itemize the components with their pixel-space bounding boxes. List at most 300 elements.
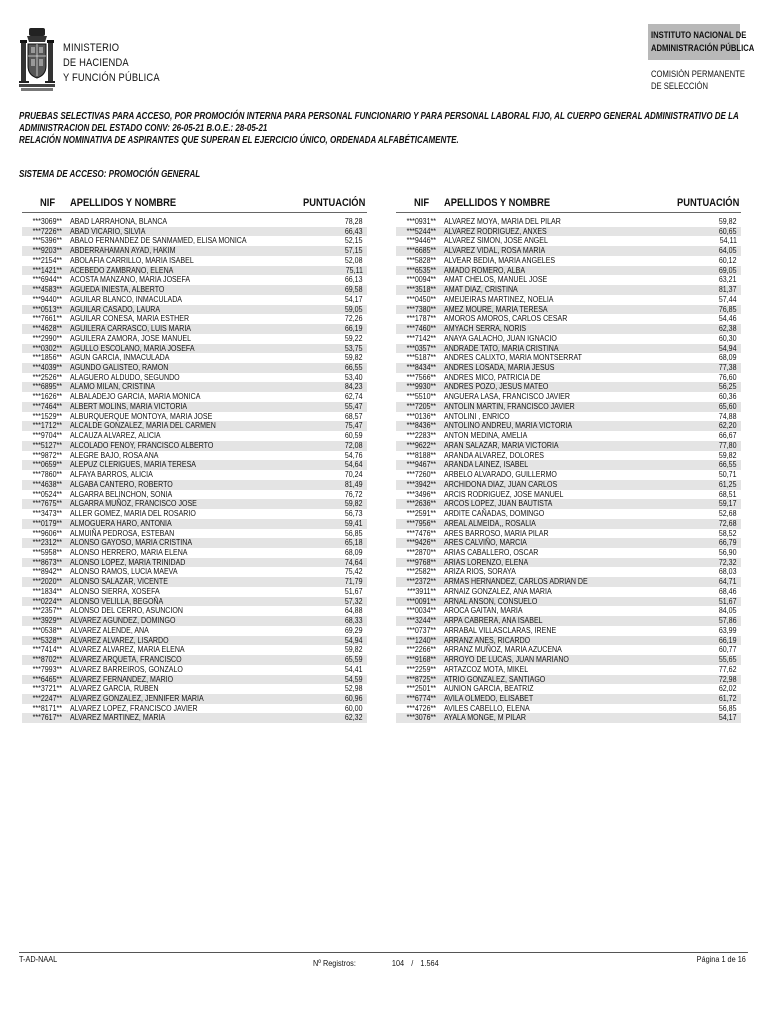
name-cell: ALVAREZ RODRIGUEZ, ANXES [444, 225, 547, 236]
score-cell: 66,79 [719, 537, 737, 548]
name-cell: ANDRADE TATO, MARIA CRISTINA [444, 342, 559, 353]
nif-cell: ***2591** [406, 508, 436, 519]
nif-cell: ***4638** [32, 478, 62, 489]
name-cell: ALVAREZ ALENDE, ANA [70, 624, 149, 635]
commission-label [651, 68, 762, 92]
name-cell: ALVAREZ LOPEZ, FRANCISCO JAVIER [70, 702, 198, 713]
nif-cell: ***3911** [407, 585, 436, 596]
nif-cell: ***7956** [406, 517, 436, 528]
score-cell: 54,94 [719, 342, 737, 353]
nif-cell: ***3929** [32, 615, 62, 626]
name-cell: ALAMO MILAN, CRISTINA [70, 381, 155, 392]
name-cell: ALVAREZ ALVAREZ, MARIA ELENA [70, 644, 185, 655]
name-cell: ALVAREZ MARTINEZ, MARIA [70, 712, 166, 723]
name-cell: ARES CALVIÑO, MARCIA [444, 537, 527, 548]
nif-cell: ***2372** [406, 576, 436, 587]
score-cell: 62,32 [345, 712, 363, 723]
score-cell: 60,59 [345, 430, 363, 441]
score-cell: 68,51 [719, 488, 737, 499]
name-cell: ARANDA LAINEZ, ISABEL [444, 459, 529, 470]
nif-cell: ***0538** [32, 624, 62, 635]
name-cell: ALONSO DEL CERRO, ASUNCION [70, 605, 183, 616]
commission-line: COMISIÓN PERMANENTE [651, 69, 745, 79]
ministry-line: MINISTERIO [63, 42, 120, 54]
commission-line: DE SELECCIÓN [651, 81, 708, 91]
score-cell: 66,13 [345, 274, 363, 285]
score-cell: 59,82 [719, 216, 737, 226]
nif-cell: ***8942** [32, 566, 62, 577]
name-cell: ALONSO RAMOS, LUCIA MAEVA [70, 566, 178, 577]
name-cell: ARIZA RIOS, SORAYA [444, 566, 516, 577]
score-cell: 56,85 [345, 527, 363, 538]
name-cell: ALVAREZ SIMON, JOSE ANGEL [444, 235, 548, 246]
score-cell: 55,65 [719, 654, 737, 665]
name-cell: ALVAREZ AGUNDEZ, DOMINGO [70, 615, 176, 626]
nif-cell: ***0357** [406, 342, 436, 353]
name-cell: ALBERT MOLINS, MARIA VICTORIA [70, 400, 188, 411]
footer-divider [19, 952, 748, 953]
name-cell: AGUILAR BLANCO, INMACULADA [70, 293, 182, 304]
ministry-name [63, 41, 160, 86]
score-cell: 54,64 [345, 459, 363, 470]
nif-cell: ***4726** [406, 702, 436, 713]
score-cell: 75,47 [345, 420, 363, 431]
score-cell: 62,38 [719, 323, 737, 334]
score-cell: 54,17 [345, 293, 363, 304]
nif-cell: ***2154** [32, 254, 62, 265]
name-cell: AGUEDA INIESTA, ALBERTO [70, 284, 165, 295]
table-header [22, 196, 367, 213]
name-cell: ARCHIDONA DIAZ, JUAN CARLOS [444, 478, 558, 489]
score-cell: 68,09 [345, 546, 363, 557]
score-cell: 59,05 [345, 303, 363, 314]
score-cell: 54,17 [719, 712, 737, 723]
name-cell: ANAYA GALACHO, JUAN IGNACIO [444, 332, 557, 343]
nif-cell: ***5328** [32, 634, 62, 645]
nif-cell: ***7260** [406, 469, 436, 480]
score-cell: 84,05 [719, 605, 737, 616]
nif-cell: ***9606** [32, 527, 62, 538]
name-cell: ALVAREZ GONZALEZ, JENNIFER MARIA [70, 692, 204, 703]
score-cell: 59,82 [345, 352, 363, 363]
nif-cell: ***0091** [406, 595, 436, 606]
nif-cell: ***0136** [406, 410, 436, 421]
score-cell: 74,64 [345, 556, 363, 567]
name-cell: ALGARRA MUÑOZ, FRANCISCO JOSE [70, 498, 197, 509]
nif-cell: ***7142** [406, 332, 436, 343]
score-cell: 59,82 [719, 449, 737, 460]
nif-cell: ***7675** [32, 498, 62, 509]
nif-cell: ***9467** [406, 459, 436, 470]
name-cell: ALAGUERO ALDUDO, SEGUNDO [70, 371, 180, 382]
nif-cell: ***2870** [406, 546, 436, 557]
nif-cell: ***7205** [406, 400, 436, 411]
score-cell: 63,21 [719, 274, 737, 285]
name-cell: ANTOLINI , ENRICO [444, 410, 510, 421]
score-cell: 60,36 [719, 391, 737, 402]
name-cell: AMAT DIAZ, CRISTINA [444, 284, 518, 295]
score-cell: 56,25 [719, 381, 737, 392]
name-cell: ALLER GOMEZ, MARIA DEL ROSARIO [70, 508, 196, 519]
nif-cell: ***4039** [32, 362, 62, 373]
name-cell: ANGUERA LASA, FRANCISCO JAVIER [444, 391, 570, 402]
score-cell: 72,08 [345, 439, 363, 450]
name-cell: AREAL ALMEIDA,, ROSALIA [444, 517, 536, 528]
name-cell: AVILES CABELLO, ELENA [444, 702, 530, 713]
nif-cell: ***8436** [406, 420, 436, 431]
nif-cell: ***7566** [406, 371, 436, 382]
name-cell: ALVAREZ ALVAREZ, LISARDO [70, 634, 169, 645]
nif-cell: ***9768** [406, 556, 436, 567]
nif-cell: ***9203** [32, 245, 62, 256]
name-cell: AMADO ROMERO, ALBA [444, 264, 526, 275]
nif-cell: ***0513** [32, 303, 62, 314]
score-cell: 52,08 [345, 254, 363, 265]
score-column-header: PUNTUACIÓN [302, 197, 365, 209]
nif-cell: ***9704** [32, 430, 62, 441]
page-number: Página 1 de 16 [696, 954, 746, 964]
score-cell: 62,74 [345, 391, 363, 402]
score-cell: 56,85 [719, 702, 737, 713]
name-cell: ALMOGUERA HARO, ANTONIA [70, 517, 172, 528]
nif-cell: ***0524** [32, 488, 62, 499]
nif-cell: ***7476** [406, 527, 436, 538]
nif-cell: ***7226** [32, 225, 62, 236]
name-cell: ALVAREZ ARQUETA, FRANCISCO [70, 654, 182, 665]
score-cell: 66,55 [719, 459, 737, 470]
nif-cell: ***6895** [32, 381, 62, 392]
score-cell: 57,86 [719, 615, 737, 626]
nif-cell: ***2990** [32, 332, 62, 343]
name-cell: ALCALDE GONZALEZ, MARIA DEL CARMEN [70, 420, 216, 431]
name-cell: AGUILAR CONESA, MARIA ESTHER [70, 313, 190, 324]
nif-cell: ***8725** [406, 673, 436, 684]
score-cell: 60,00 [345, 702, 363, 713]
record-count [313, 958, 439, 968]
name-cell: ALGARRA BELINCHON, SONIA [70, 488, 173, 499]
nif-cell: ***2266** [406, 644, 436, 655]
nif-cell: ***2247** [32, 692, 62, 703]
score-cell: 70,24 [345, 469, 363, 480]
name-cell: ALVAREZ MOYA, MARIA DEL PILAR [444, 216, 561, 226]
nif-cell: ***2636** [406, 498, 436, 509]
name-cell: ABOLAFIA CARRILLO, MARIA ISABEL [70, 254, 194, 265]
score-cell: 68,03 [719, 566, 737, 577]
nif-cell: ***5127** [32, 439, 62, 450]
score-cell: 68,57 [345, 410, 363, 421]
nif-cell: ***3473** [32, 508, 62, 519]
score-cell: 51,67 [719, 595, 737, 606]
title-line: RELACIÓN NOMINATIVA DE ASPIRANTES QUE SUPERAN EL EJERCICIO ÚNICO, ORDENADA ALFABÉTICAMENTE. [19, 135, 459, 146]
name-cell: ALEPUZ CLERIGUES, MARIA TERESA [70, 459, 196, 470]
name-cell: AYALA MONGE, M PILAR [444, 712, 526, 723]
name-cell: ALVAREZ FERNANDEZ, MARIO [70, 673, 174, 684]
score-cell: 71,79 [345, 576, 363, 587]
nif-cell: ***3518** [406, 284, 436, 295]
nif-cell: ***6774** [406, 692, 436, 703]
name-cell: ALVEAR BEDIA, MARIA ANGELES [444, 254, 556, 265]
name-cell: ARBELO ALVARADO, GUILLERMO [444, 469, 557, 480]
score-cell: 54,59 [345, 673, 363, 684]
nif-cell: ***5187** [406, 352, 436, 363]
score-cell: 60,12 [719, 254, 737, 265]
score-cell: 61,25 [719, 478, 737, 489]
name-cell: ARCIS RODRIGUEZ, JOSE MANUEL [444, 488, 564, 499]
name-cell: ALONSO GAYOSO, MARIA CRISTINA [70, 537, 193, 548]
score-cell: 69,58 [345, 284, 363, 295]
nif-cell: ***1787** [406, 313, 436, 324]
name-cell: ACEBEDO ZAMBRANO, ELENA [70, 264, 174, 275]
score-cell: 81,49 [345, 478, 363, 489]
score-cell: 76,72 [345, 488, 363, 499]
nif-cell: ***7414** [32, 644, 62, 655]
score-column-header: PUNTUACIÓN [676, 197, 739, 209]
score-cell: 66,67 [719, 430, 737, 441]
nif-column-header: NIF [40, 197, 56, 209]
score-cell: 65,59 [345, 654, 363, 665]
score-cell: 69,29 [345, 624, 363, 635]
name-cell: ANTON MEDINA, AMELIA [444, 430, 528, 441]
score-cell: 56,90 [719, 546, 737, 557]
nif-cell: ***0659** [32, 459, 62, 470]
name-cell: ALFAYA BARROS, ALICIA [70, 469, 153, 480]
nif-cell: ***1529** [32, 410, 62, 421]
name-cell: ATRIO GONZALEZ, SANTIAGO [444, 673, 546, 684]
score-cell: 52,98 [345, 683, 363, 694]
name-cell: ARNAL ANSON, CONSUELO [444, 595, 538, 606]
nif-cell: ***4583** [32, 284, 62, 295]
nif-cell: ***7661** [32, 313, 62, 324]
nif-cell: ***0737** [406, 624, 436, 635]
nif-cell: ***9426** [406, 537, 436, 548]
name-cell: ACOSTA MANZANO, MARIA JOSEFA [70, 274, 191, 285]
score-cell: 77,80 [719, 439, 737, 450]
name-cell: AGUILERA CARRASCO, LUIS MARIA [70, 323, 192, 334]
score-cell: 52,68 [719, 508, 737, 519]
name-column-header: APELLIDOS Y NOMBRE [70, 197, 177, 209]
nif-cell: ***6944** [32, 274, 62, 285]
score-cell: 60,96 [345, 692, 363, 703]
name-cell: ABDERRAHAMAN AYAD, HAKIM [70, 245, 176, 256]
nif-cell: ***9446** [406, 235, 436, 246]
nif-cell: ***8434** [406, 362, 436, 373]
nif-cell: ***2020** [32, 576, 62, 587]
score-cell: 68,33 [345, 615, 363, 626]
name-cell: ARIAS CABALLERO, OSCAR [444, 546, 539, 557]
score-cell: 52,15 [345, 235, 363, 246]
score-cell: 58,52 [719, 527, 737, 538]
score-cell: 84,23 [345, 381, 363, 392]
score-cell: 72,68 [719, 517, 737, 528]
score-cell: 76,60 [719, 371, 737, 382]
score-cell: 74,88 [719, 410, 737, 421]
score-cell: 59,82 [345, 644, 363, 655]
name-cell: AMAT CHELOS, MANUEL JOSE [444, 274, 548, 285]
name-cell: ALGABA CANTERO, ROBERTO [70, 478, 173, 489]
nif-cell: ***0224** [32, 595, 62, 606]
nif-cell: ***2526** [32, 371, 62, 382]
score-cell: 59,22 [345, 332, 363, 343]
name-cell: ARAN SALAZAR, MARIA VICTORIA [444, 439, 559, 450]
nif-cell: ***5958** [32, 546, 62, 557]
name-cell: ALONSO SIERRA, XOSEFA [70, 585, 160, 596]
name-cell: ARTAZCOZ MOTA, MIKEL [444, 663, 529, 674]
nif-cell: ***3496** [406, 488, 436, 499]
nif-cell: ***6685** [406, 245, 436, 256]
nif-cell: ***0179** [32, 517, 62, 528]
nif-cell: ***2259** [406, 663, 436, 674]
nif-cell: ***3244** [406, 615, 436, 626]
score-cell: 62,20 [719, 420, 737, 431]
nif-cell: ***9930** [406, 381, 436, 392]
name-cell: ARDITE CAÑADAS, DOMINGO [444, 508, 545, 519]
institute-line: ADMINISTRACIÓN PÚBLICA [651, 43, 755, 53]
score-cell: 53,75 [345, 342, 363, 353]
name-cell: ARNAIZ GONZALEZ, ANA MARIA [444, 585, 552, 596]
score-cell: 60,77 [719, 644, 737, 655]
score-cell: 54,41 [345, 663, 363, 674]
name-cell: AGUILERA ZAMORA, JOSE MANUEL [70, 332, 192, 343]
score-cell: 50,71 [719, 469, 737, 480]
name-cell: ANDRES POZO, JESUS MATEO [444, 381, 549, 392]
nif-cell: ***8702** [32, 654, 62, 665]
score-cell: 68,46 [719, 585, 737, 596]
score-cell: 66,43 [345, 225, 363, 236]
nif-cell: ***2283** [406, 430, 436, 441]
name-cell: ARROYO DE LUCAS, JUAN MARIANO [444, 654, 569, 665]
score-cell: 60,30 [719, 332, 737, 343]
score-cell: 62,02 [719, 683, 737, 694]
nif-cell: ***0931** [406, 216, 436, 226]
name-cell: AGULLO ESCOLANO, MARIA JOSEFA [70, 342, 195, 353]
institute-badge [648, 24, 755, 60]
nif-cell: ***7860** [32, 469, 62, 480]
title-line: PRUEBAS SELECTIVAS PARA ACCESO, POR PROMOCIÓN INTERNA PARA PERSONAL FUNCIONARIO Y PARA PERSONAL LABORAL FIJO, AL CUERPO GENERAL ADMINISTRATIVO DE LA [19, 111, 739, 122]
name-cell: ANTOLIN MARTIN, FRANCISCO JAVIER [444, 400, 575, 411]
institute-line: INSTITUTO NACIONAL DE [651, 30, 747, 40]
nif-cell: ***6535** [406, 264, 436, 275]
score-cell: 63,99 [719, 624, 737, 635]
nif-cell: ***9440** [32, 293, 62, 304]
nif-cell: ***3942** [406, 478, 436, 489]
score-cell: 64,71 [719, 576, 737, 587]
name-cell: ABAD VICARIO, SILVIA [70, 225, 146, 236]
name-cell: ANDRES CALIXTO, MARIA MONTSERRAT [444, 352, 582, 363]
nif-cell: ***6465** [32, 673, 62, 684]
nif-cell: ***1712** [32, 420, 62, 431]
score-cell: 54,46 [719, 313, 737, 324]
nif-cell: ***1421** [32, 264, 62, 275]
score-cell: 57,44 [719, 293, 737, 304]
table-row [396, 713, 741, 723]
nif-cell: ***7460** [406, 323, 436, 334]
table-body [396, 217, 741, 723]
nif-cell: ***1626** [32, 391, 62, 402]
name-cell: ARPA CABRERA, ANA ISABEL [444, 615, 543, 626]
name-cell: ARANDA ALVAREZ, DOLORES [444, 449, 545, 460]
nif-cell: ***9168** [406, 654, 436, 665]
nif-cell: ***2312** [32, 537, 62, 548]
score-cell: 72,26 [345, 313, 363, 324]
score-cell: 54,76 [345, 449, 363, 460]
name-column-header: APELLIDOS Y NOMBRE [444, 197, 551, 209]
nif-cell: ***5828** [406, 254, 436, 265]
score-cell: 61,72 [719, 692, 737, 703]
score-cell: 81,37 [719, 284, 737, 295]
name-cell: ABAD LARRAHONA, BLANCA [70, 216, 168, 226]
name-cell: ALBALADEJO GARCIA, MARIA MONICA [70, 391, 201, 402]
nif-cell: ***8188** [406, 449, 436, 460]
score-cell: 75,42 [345, 566, 363, 577]
nif-cell: ***5510** [406, 391, 436, 402]
name-cell: ALONSO SALAZAR, VICENTE [70, 576, 168, 587]
name-cell: ANDRES LOSADA, MARIA JESUS [444, 362, 555, 373]
name-cell: ARRANZ ANES, RICARDO [444, 634, 531, 645]
ministry-line: Y FUNCIÓN PÚBLICA [63, 72, 160, 84]
nif-cell: ***5396** [32, 235, 62, 246]
name-cell: ABALO FERNANDEZ DE SANMAMED, ELISA MONICA [70, 235, 247, 246]
name-cell: ALCOLADO FENOY, FRANCISCO ALBERTO [70, 439, 214, 450]
name-cell: AROCA GAITAN, MARIA [444, 605, 523, 616]
name-cell: AVILA OLMEDO, ELISABET [444, 692, 534, 703]
name-cell: ALCAUZA ALVAREZ, ALICIA [70, 430, 161, 441]
score-cell: 53,40 [345, 371, 363, 382]
score-cell: 72,32 [719, 556, 737, 567]
score-cell: 56,73 [345, 508, 363, 519]
name-cell: ALEGRE BAJO, ROSA ANA [70, 449, 159, 460]
score-cell: 60,65 [719, 225, 737, 236]
nif-cell: ***1834** [32, 585, 62, 596]
score-cell: 57,15 [345, 245, 363, 256]
nif-cell: ***0034** [406, 605, 436, 616]
nif-cell: ***3076** [406, 712, 436, 723]
nif-cell: ***2501** [406, 683, 436, 694]
score-cell: 76,85 [719, 303, 737, 314]
score-cell: 54,94 [345, 634, 363, 645]
table-header [396, 196, 741, 213]
name-cell: ARCOS LOPEZ, JUAN BAUTISTA [444, 498, 553, 509]
name-cell: ARIAS LORENZO, ELENA [444, 556, 529, 567]
nif-cell: ***9622** [406, 439, 436, 450]
record-count-current: 104 [391, 958, 405, 968]
nif-cell: ***1856** [32, 352, 62, 363]
score-cell: 69,05 [719, 264, 737, 275]
record-count-total: 1.564 [420, 958, 439, 968]
score-cell: 77,62 [719, 663, 737, 674]
score-cell: 68,09 [719, 352, 737, 363]
document-code: T-AD-NAAL [19, 954, 58, 964]
name-cell: ALVAREZ BARREIROS, GONZALO [70, 663, 183, 674]
name-cell: AGUNDO GALISTEO, RAMON [70, 362, 169, 373]
table-body [22, 217, 367, 723]
nif-cell: ***3721** [32, 683, 62, 694]
nif-cell: ***2582** [406, 566, 436, 577]
record-count-label: Nº Registros: [313, 958, 356, 968]
nif-column-header: NIF [414, 197, 430, 209]
score-cell: 75,11 [345, 264, 363, 275]
results-table-left [22, 196, 367, 723]
name-cell: ARRABAL VILLASCLARAS, IRENE [444, 624, 557, 635]
name-cell: AMEIJEIRAS MARTINEZ, NOELIA [444, 293, 554, 304]
score-cell: 72,98 [719, 673, 737, 684]
score-cell: 54,11 [719, 235, 737, 246]
name-cell: AMEZ MOURE, MARIA TERESA [444, 303, 548, 314]
table-row [22, 713, 367, 723]
score-cell: 57,32 [345, 595, 363, 606]
score-cell: 55,47 [345, 400, 363, 411]
name-cell: ALVAREZ VIDAL, ROSA MARIA [444, 245, 546, 256]
nif-cell: ***0302** [32, 342, 62, 353]
